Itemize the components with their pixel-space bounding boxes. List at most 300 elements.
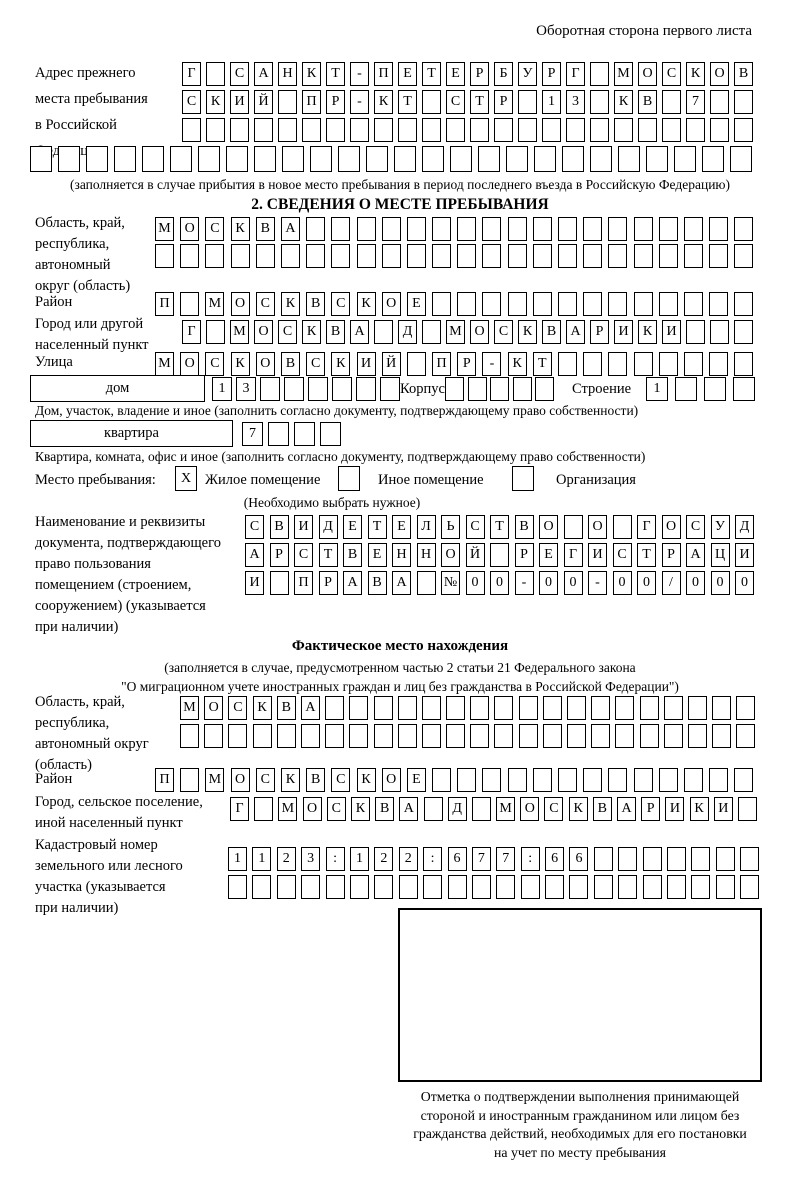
char-cell: 0: [490, 571, 509, 595]
char-cell: [349, 696, 368, 720]
char-cell: О: [662, 515, 681, 539]
char-cell: [508, 217, 527, 241]
char-cell: [478, 146, 500, 172]
char-cell: Т: [490, 515, 509, 539]
char-cell: К: [690, 797, 709, 821]
char-cell: Н: [278, 62, 297, 86]
char-cell: [374, 875, 393, 899]
char-cell: [618, 847, 637, 871]
char-cell: О: [539, 515, 558, 539]
char-cell: [254, 146, 276, 172]
actual-location-note-line: (заполняется в случае, предусмотренном частью 2 статьи 21 Федерального закона: [164, 660, 636, 675]
char-cell: С: [205, 352, 224, 376]
stay-option-checkbox-residential: X: [175, 466, 197, 491]
char-cell: [206, 62, 225, 86]
char-cell: 0: [711, 571, 730, 595]
char-cell: 0: [539, 571, 558, 595]
char-cell: [688, 724, 707, 748]
char-cell: /: [662, 571, 681, 595]
fact-oblast-row-1: [180, 696, 755, 720]
char-cell: М: [155, 352, 174, 376]
char-cell: С: [494, 320, 513, 344]
document-label-line: сооружением) (указывается: [35, 598, 206, 614]
char-cell: П: [294, 571, 313, 595]
char-cell: Д: [319, 515, 338, 539]
char-cell: И: [588, 543, 607, 567]
char-cell: [566, 118, 585, 142]
char-cell: К: [302, 320, 321, 344]
char-cell: В: [343, 543, 362, 567]
fact-oblast-label-line: (область): [35, 757, 92, 773]
char-cell: [260, 377, 280, 401]
char-cell: [423, 875, 442, 899]
char-cell: 3: [236, 377, 256, 401]
rayon-label: Район: [35, 294, 73, 310]
stay-option-checkbox-organization: [512, 466, 534, 491]
char-cell: Г: [566, 62, 585, 86]
char-cell: [180, 244, 199, 268]
char-cell: К: [518, 320, 537, 344]
char-cell: [374, 118, 393, 142]
char-cell: Е: [343, 515, 362, 539]
char-cell: И: [294, 515, 313, 539]
fact-oblast-label-line: Область, край,: [35, 694, 125, 710]
char-cell: №: [441, 571, 460, 595]
page-side-note: Оборотная сторона первого листа: [536, 23, 752, 39]
char-cell: [614, 118, 633, 142]
kvartira-note: Квартира, комната, офис и иное (заполнить согласно документу, подтверждающему право собственности): [35, 449, 646, 464]
doc-row-1: [245, 515, 754, 539]
char-cell: 1: [212, 377, 232, 401]
char-cell: П: [302, 90, 321, 114]
fact-oblast-row-2: [180, 724, 755, 748]
char-cell: С: [230, 62, 249, 86]
char-cell: Й: [382, 352, 401, 376]
char-cell: О: [710, 62, 729, 86]
char-cell: :: [521, 847, 540, 871]
actual-location-note-line: "О миграционном учете иностранных граждан и лиц без гражданства в Российской Федерации"): [121, 679, 679, 694]
char-cell: 1: [542, 90, 561, 114]
char-cell: Е: [446, 62, 465, 86]
char-cell: С: [256, 768, 275, 792]
fact-city-row: [230, 797, 757, 821]
char-cell: С: [544, 797, 563, 821]
document-label: [35, 512, 221, 638]
char-cell: [558, 768, 577, 792]
char-cell: А: [399, 797, 418, 821]
char-cell: [114, 146, 136, 172]
char-cell: :: [423, 847, 442, 871]
char-cell: [513, 377, 532, 401]
oblast-row-2: [155, 244, 753, 268]
rayon-row: [155, 292, 753, 316]
char-cell: Г: [230, 797, 249, 821]
char-cell: [733, 377, 755, 401]
char-cell: С: [205, 217, 224, 241]
char-cell: Г: [182, 62, 201, 86]
char-cell: [618, 146, 640, 172]
char-cell: М: [278, 797, 297, 821]
char-cell: [422, 320, 441, 344]
char-cell: С: [278, 320, 297, 344]
char-cell: М: [205, 768, 224, 792]
char-cell: [583, 244, 602, 268]
char-cell: [407, 352, 426, 376]
char-cell: О: [588, 515, 607, 539]
char-cell: Т: [470, 90, 489, 114]
char-cell: [634, 292, 653, 316]
char-cell: К: [686, 62, 705, 86]
char-cell: [494, 696, 513, 720]
char-cell: [350, 118, 369, 142]
char-cell: И: [662, 320, 681, 344]
city-label-line: населенный пункт: [35, 337, 149, 353]
char-cell: [736, 696, 755, 720]
char-cell: [331, 244, 350, 268]
char-cell: [294, 422, 315, 446]
fact-rayon-row: [155, 768, 753, 792]
char-cell: К: [231, 217, 250, 241]
char-cell: Е: [407, 292, 426, 316]
char-cell: Р: [494, 90, 513, 114]
char-cell: С: [331, 768, 350, 792]
char-cell: О: [231, 768, 250, 792]
char-cell: [667, 847, 686, 871]
char-cell: [618, 875, 637, 899]
char-cell: [277, 724, 296, 748]
char-cell: [310, 146, 332, 172]
confirmation-caption-line: на учет по месту пребывания: [494, 1144, 666, 1160]
char-cell: [277, 875, 296, 899]
cadastre-label-line: земельного или лесного: [35, 858, 183, 874]
char-cell: Д: [735, 515, 754, 539]
char-cell: [230, 118, 249, 142]
char-cell: [446, 118, 465, 142]
char-cell: [664, 696, 683, 720]
char-cell: [170, 146, 192, 172]
char-cell: Д: [398, 320, 417, 344]
char-cell: [432, 217, 451, 241]
char-cell: 0: [686, 571, 705, 595]
char-cell: [155, 244, 174, 268]
char-cell: 7: [472, 847, 491, 871]
char-cell: К: [638, 320, 657, 344]
prev-address-row-3: [182, 118, 753, 142]
char-cell: [709, 244, 728, 268]
char-cell: [270, 571, 289, 595]
char-cell: Б: [494, 62, 513, 86]
dom-note: Дом, участок, владение и иное (заполнить согласно документу, подтверждающему право собственности): [35, 403, 639, 418]
char-cell: [472, 797, 491, 821]
char-cell: [702, 146, 724, 172]
prev-address-row-1: [182, 62, 753, 86]
oblast-label-line: Область, край,: [35, 215, 125, 231]
char-cell: [432, 768, 451, 792]
char-cell: [356, 377, 376, 401]
char-cell: [684, 244, 703, 268]
char-cell: М: [155, 217, 174, 241]
char-cell: И: [714, 797, 733, 821]
char-cell: [457, 217, 476, 241]
char-cell: [325, 724, 344, 748]
char-cell: [407, 244, 426, 268]
char-cell: [740, 847, 759, 871]
char-cell: [734, 244, 753, 268]
char-cell: [394, 146, 416, 172]
char-cell: [558, 244, 577, 268]
char-cell: К: [206, 90, 225, 114]
char-cell: [398, 724, 417, 748]
char-cell: [659, 352, 678, 376]
char-cell: [182, 118, 201, 142]
korpus-row: [445, 377, 554, 401]
char-cell: [382, 217, 401, 241]
char-cell: О: [441, 543, 460, 567]
char-cell: А: [617, 797, 636, 821]
char-cell: В: [326, 320, 345, 344]
char-cell: [424, 797, 443, 821]
char-cell: Е: [407, 768, 426, 792]
char-cell: [470, 696, 489, 720]
char-cell: 0: [735, 571, 754, 595]
char-cell: [470, 724, 489, 748]
char-cell: Т: [398, 90, 417, 114]
char-cell: В: [270, 515, 289, 539]
char-cell: [308, 377, 328, 401]
char-cell: [688, 696, 707, 720]
char-cell: [730, 146, 752, 172]
char-cell: [640, 696, 659, 720]
char-cell: [590, 118, 609, 142]
char-cell: [712, 696, 731, 720]
char-cell: [518, 118, 537, 142]
char-cell: П: [374, 62, 393, 86]
char-cell: [543, 724, 562, 748]
char-cell: О: [520, 797, 539, 821]
char-cell: Р: [542, 62, 561, 86]
char-cell: [226, 146, 248, 172]
char-cell: [734, 320, 753, 344]
document-label-line: право пользования: [35, 556, 151, 572]
confirmation-stamp-box: [398, 908, 762, 1082]
char-cell: [634, 217, 653, 241]
stay-option-label-residential: Жилое помещение: [205, 472, 321, 488]
actual-location-title: Фактическое место нахождения: [291, 638, 509, 654]
char-cell: [490, 543, 509, 567]
char-cell: Г: [564, 543, 583, 567]
char-cell: [591, 696, 610, 720]
char-cell: Т: [368, 515, 387, 539]
char-cell: Е: [539, 543, 558, 567]
dom-number-row: [212, 377, 400, 401]
fact-oblast-label: [35, 692, 149, 776]
char-cell: А: [686, 543, 705, 567]
char-cell: [180, 292, 199, 316]
dom-field-box: дом: [30, 375, 205, 402]
char-cell: К: [281, 292, 300, 316]
stroenie-row: [646, 377, 755, 401]
char-cell: [643, 847, 662, 871]
char-cell: [180, 768, 199, 792]
char-cell: С: [331, 292, 350, 316]
char-cell: [562, 146, 584, 172]
char-cell: [325, 696, 344, 720]
char-cell: [734, 217, 753, 241]
char-cell: 6: [545, 847, 564, 871]
char-cell: [457, 768, 476, 792]
street-label: Улица: [35, 354, 73, 370]
char-cell: 2: [399, 847, 418, 871]
char-cell: Р: [457, 352, 476, 376]
char-cell: [254, 118, 273, 142]
char-cell: С: [294, 543, 313, 567]
cadastre-label: [35, 835, 183, 919]
char-cell: [422, 146, 444, 172]
char-cell: О: [382, 768, 401, 792]
char-cell: Н: [392, 543, 411, 567]
char-cell: [712, 724, 731, 748]
char-cell: [608, 768, 627, 792]
char-cell: К: [331, 352, 350, 376]
char-cell: М: [496, 797, 515, 821]
kvartira-field-box: квартира: [30, 420, 233, 447]
char-cell: 1: [646, 377, 668, 401]
char-cell: В: [515, 515, 534, 539]
char-cell: [736, 724, 755, 748]
char-cell: [521, 875, 540, 899]
char-cell: О: [470, 320, 489, 344]
char-cell: [533, 768, 552, 792]
char-cell: [446, 696, 465, 720]
char-cell: [374, 320, 393, 344]
char-cell: В: [638, 90, 657, 114]
char-cell: [490, 377, 509, 401]
char-cell: [558, 352, 577, 376]
char-cell: М: [180, 696, 199, 720]
char-cell: [281, 244, 300, 268]
actual-location-note: [0, 658, 800, 696]
char-cell: У: [518, 62, 537, 86]
fact-city-label-line: иной населенный пункт: [35, 815, 183, 831]
char-cell: [338, 146, 360, 172]
char-cell: [734, 768, 753, 792]
prev-address-label-line: места пребывания: [35, 91, 148, 107]
char-cell: [366, 146, 388, 172]
char-cell: [253, 724, 272, 748]
char-cell: А: [245, 543, 264, 567]
char-cell: [594, 875, 613, 899]
char-cell: [357, 244, 376, 268]
fact-oblast-label-line: республика,: [35, 715, 110, 731]
char-cell: [349, 724, 368, 748]
char-cell: [684, 768, 703, 792]
char-cell: Г: [182, 320, 201, 344]
char-cell: [306, 217, 325, 241]
char-cell: В: [306, 768, 325, 792]
char-cell: [738, 797, 757, 821]
char-cell: 0: [637, 571, 656, 595]
char-cell: И: [735, 543, 754, 567]
char-cell: А: [392, 571, 411, 595]
char-cell: С: [182, 90, 201, 114]
char-cell: [615, 696, 634, 720]
char-cell: В: [593, 797, 612, 821]
char-cell: [545, 875, 564, 899]
document-label-line: Наименование и реквизиты: [35, 514, 206, 530]
char-cell: 0: [564, 571, 583, 595]
char-cell: А: [281, 217, 300, 241]
char-cell: -: [482, 352, 501, 376]
char-cell: С: [245, 515, 264, 539]
char-cell: К: [231, 352, 250, 376]
char-cell: [640, 724, 659, 748]
char-cell: [675, 377, 697, 401]
char-cell: [198, 146, 220, 172]
char-cell: С: [662, 62, 681, 86]
char-cell: Л: [417, 515, 436, 539]
char-cell: [494, 118, 513, 142]
char-cell: [302, 118, 321, 142]
char-cell: [608, 244, 627, 268]
street-row: [155, 352, 753, 376]
char-cell: [331, 217, 350, 241]
char-cell: [231, 244, 250, 268]
char-cell: [709, 768, 728, 792]
char-cell: [591, 724, 610, 748]
char-cell: 6: [569, 847, 588, 871]
char-cell: [278, 118, 297, 142]
char-cell: [86, 146, 108, 172]
char-cell: К: [253, 696, 272, 720]
char-cell: [284, 377, 304, 401]
char-cell: [142, 146, 164, 172]
char-cell: Р: [319, 571, 338, 595]
doc-row-2: [245, 543, 754, 567]
choose-note: (Необходимо выбрать нужное): [243, 495, 421, 510]
char-cell: О: [254, 320, 273, 344]
char-cell: [58, 146, 80, 172]
char-cell: [659, 217, 678, 241]
char-cell: К: [374, 90, 393, 114]
char-cell: [519, 696, 538, 720]
char-cell: [583, 352, 602, 376]
char-cell: [494, 724, 513, 748]
char-cell: Е: [368, 543, 387, 567]
oblast-label-line: округ (область): [35, 278, 131, 294]
char-cell: У: [711, 515, 730, 539]
char-cell: [256, 244, 275, 268]
char-cell: Р: [470, 62, 489, 86]
prev-address-label-line: Адрес прежнего: [35, 65, 136, 81]
char-cell: :: [326, 847, 345, 871]
char-cell: 1: [252, 847, 271, 871]
confirmation-caption: [390, 1088, 770, 1162]
char-cell: С: [327, 797, 346, 821]
document-label-line: помещением (строением,: [35, 577, 192, 593]
confirmation-caption-line: Отметка о подтверждении выполнения принимающей: [420, 1089, 740, 1104]
stay-option-checkbox-other: [338, 466, 360, 491]
char-cell: М: [205, 292, 224, 316]
char-cell: Т: [422, 62, 441, 86]
char-cell: [380, 377, 400, 401]
char-cell: [407, 217, 426, 241]
char-cell: О: [204, 696, 223, 720]
cadastre-label-line: при наличии): [35, 900, 119, 916]
char-cell: А: [301, 696, 320, 720]
fact-city-label-line: Город, сельское поселение,: [35, 794, 203, 810]
confirmation-caption-line: гражданства действий, необходимых для его постановки: [413, 1126, 747, 1141]
char-cell: 1: [350, 847, 369, 871]
